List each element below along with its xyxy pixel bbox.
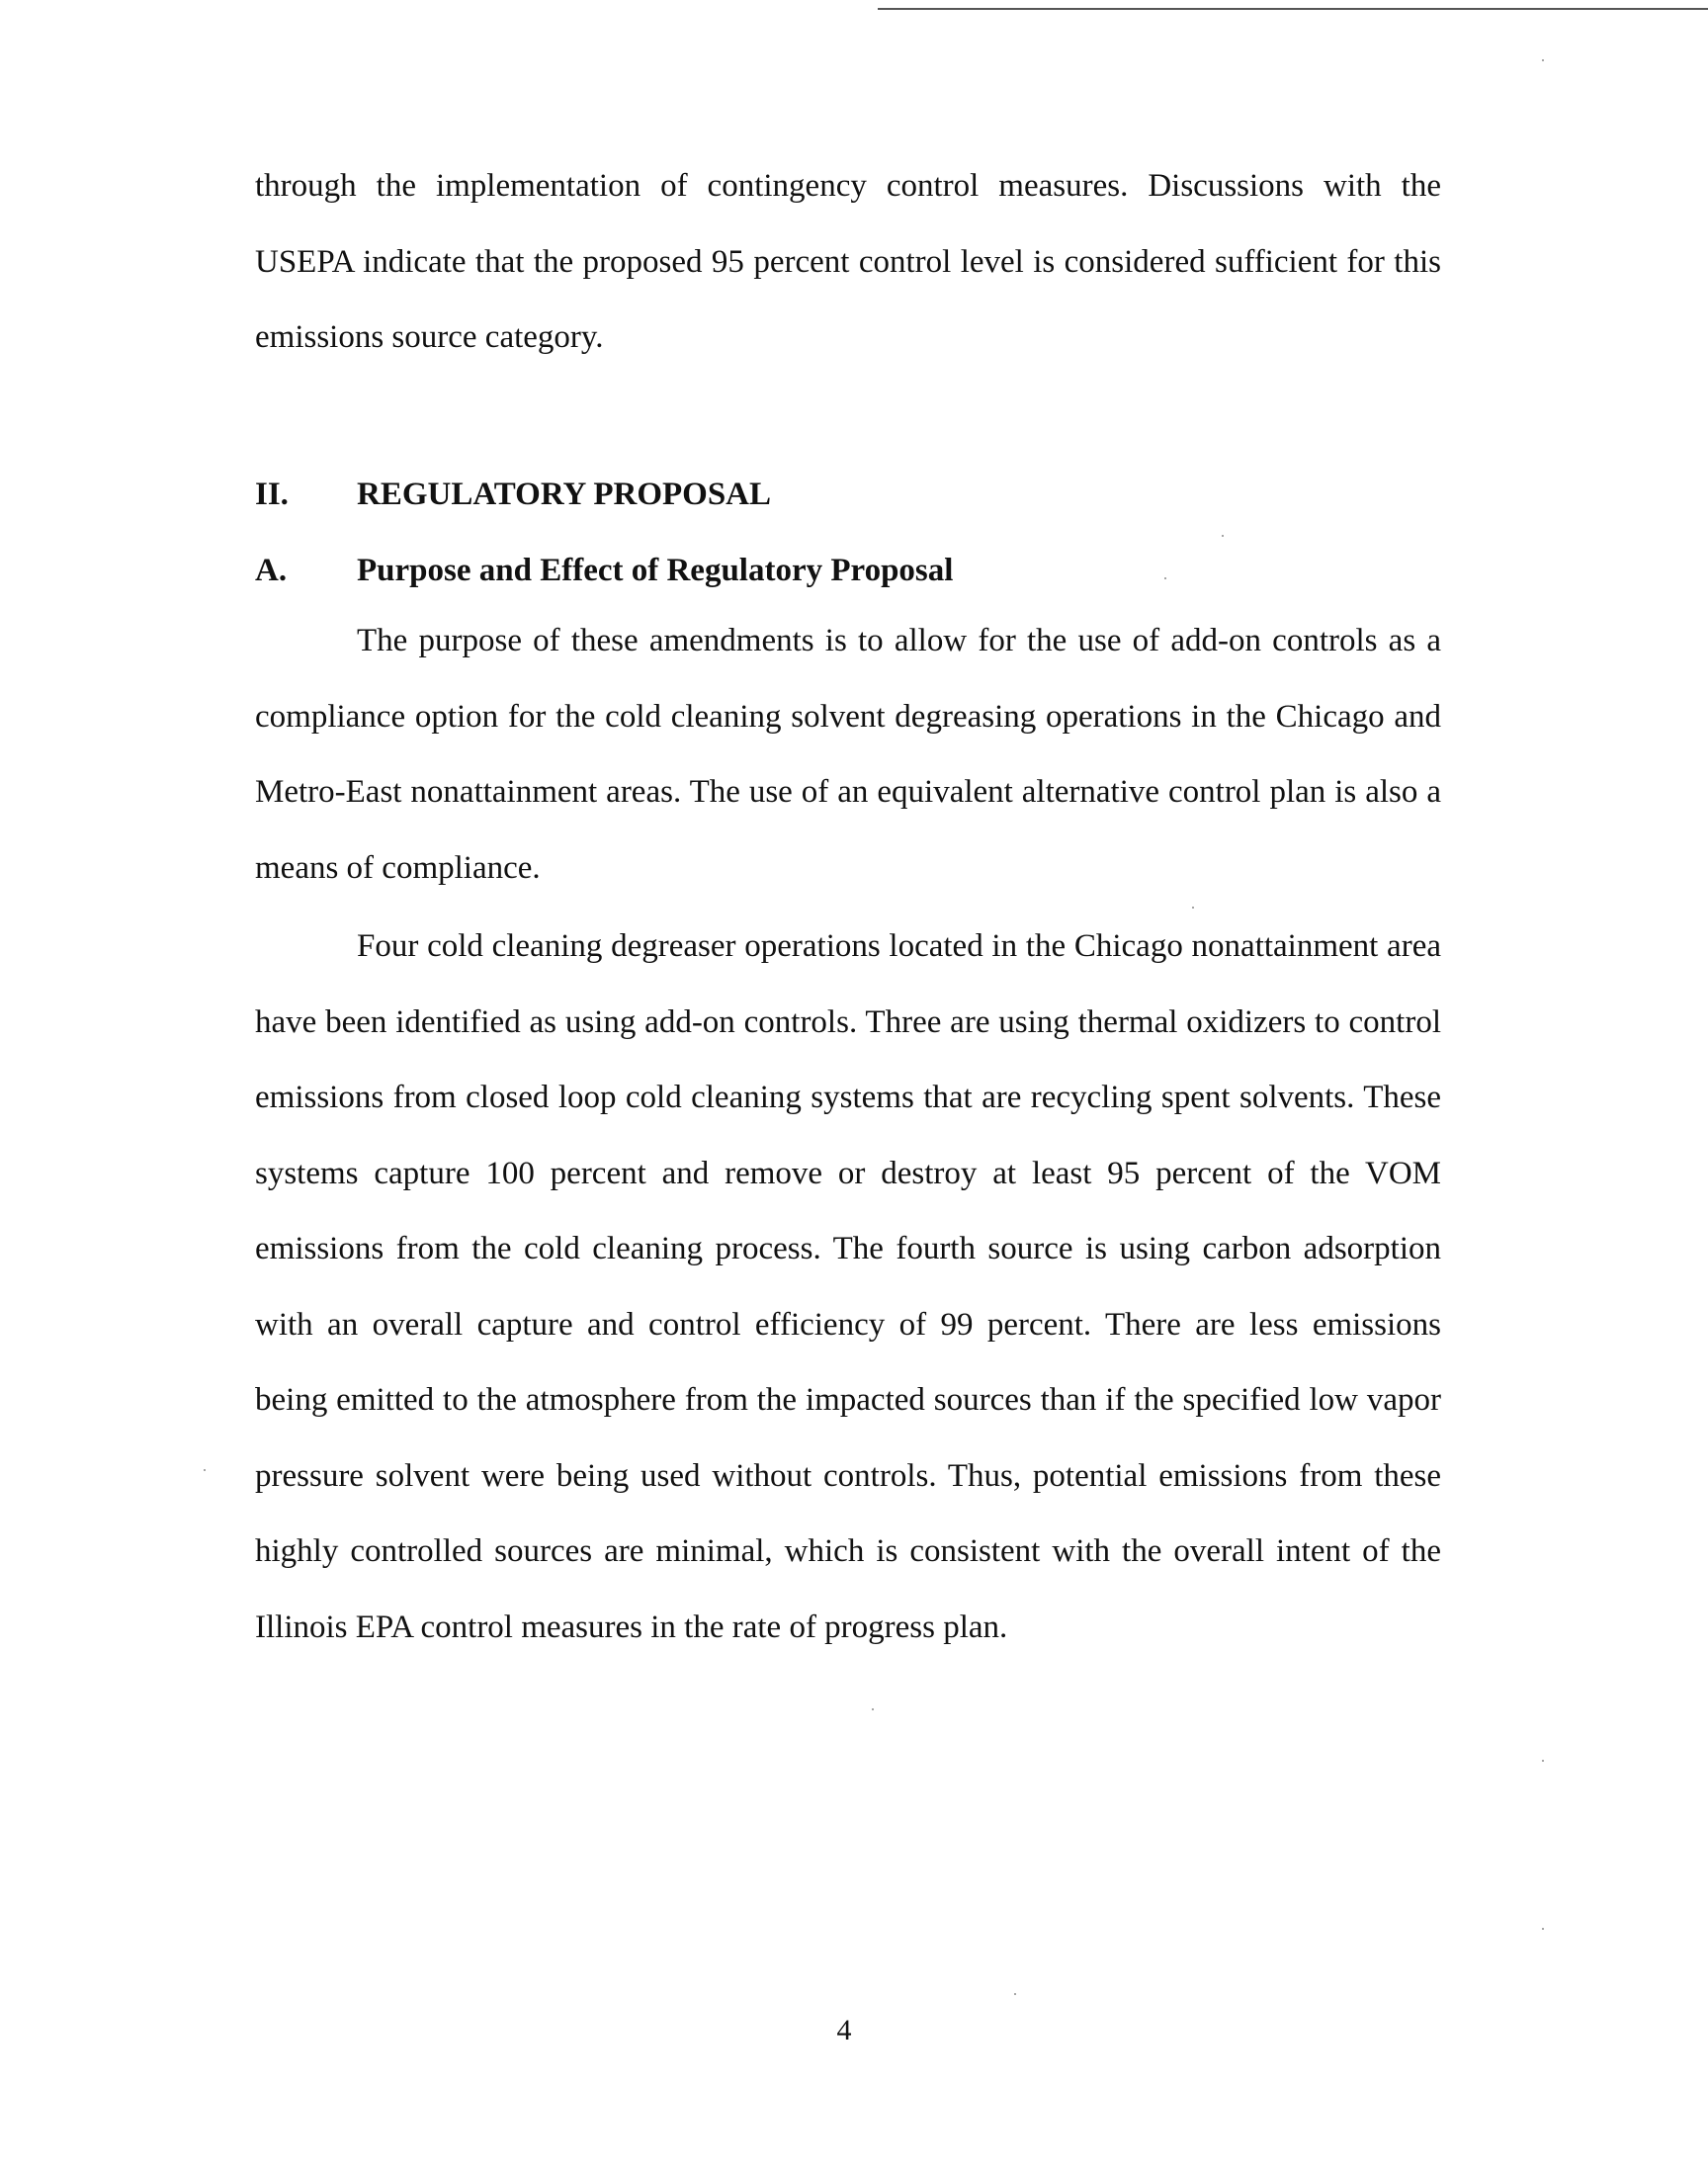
section-number: II. (255, 477, 289, 512)
subsection-title: Purpose and Effect of Regulatory Proposal (357, 553, 954, 588)
scan-speck (204, 1469, 206, 1471)
section-heading (255, 475, 771, 514)
scan-speck (1164, 577, 1166, 579)
top-scan-rule (878, 8, 1708, 10)
scan-speck (1222, 535, 1224, 537)
purpose-paragraph: The purpose of these amendments is to allow for the use of add-on controls as a compliance option for the cold cleaning solvent degreasing operations in the Chicago and Metro-East nonattainment areas. The use of an equivalent alternative control plan is also a means of compliance. (255, 623, 1441, 886)
scan-speck (1014, 1993, 1016, 1995)
scan-speck (1542, 1928, 1544, 1930)
intro-paragraph: through the implementation of contingency control measures. Discussions with the USEPA indicate that the proposed 95 percent control level is considered sufficient for this emissions source category. (255, 168, 1441, 355)
scan-speck (872, 1708, 874, 1710)
scan-speck (1542, 59, 1544, 61)
section-title: REGULATORY PROPOSAL (357, 477, 772, 512)
subsection-heading (255, 551, 953, 590)
scan-speck (1542, 1760, 1544, 1762)
scan-speck (1192, 907, 1194, 909)
subsection-letter: A. (255, 553, 288, 588)
degreaser-operations-paragraph: Four cold cleaning degreaser operations located in the Chicago nonattainment area have been identified as using add-on controls. Three are using thermal oxidizers to control emissions from closed loop cold cleaning systems that are recycling spent solvents. These systems capture 100 percent and remove or destroy at least 95 percent of the VOM emissions from the cold cleaning process. The fourth source is using carbon adsorption with an overall capture and control efficiency of 99 percent. There are less emissions being emitted to the atmosphere from the impacted sources than if the specified low vapor pressure solvent were being used without controls. Thus, potential emissions from these highly controlled sources are minimal, which is consistent with the overall intent of the Illinois EPA control measures in the rate of progress plan. (255, 928, 1441, 1645)
page-number: 4 (836, 2014, 852, 2046)
